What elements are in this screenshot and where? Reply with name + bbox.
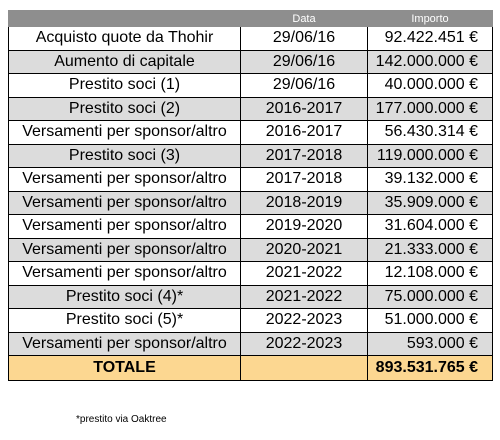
table-row xyxy=(9,27,493,51)
row-date: 29/06/16 xyxy=(241,50,368,74)
row-description: Prestito soci (4)* xyxy=(9,285,241,309)
total-label: TOTALE xyxy=(9,356,241,381)
row-date: 2019-2020 xyxy=(241,215,368,239)
row-amount: 593.000 € xyxy=(368,332,493,356)
row-description: Versamenti per sponsor/altro xyxy=(9,238,241,262)
row-description: Versamenti per sponsor/altro xyxy=(9,215,241,239)
row-amount: 51.000.000 € xyxy=(368,309,493,333)
row-amount: 119.000.000 € xyxy=(368,144,493,168)
row-date: 2017-2018 xyxy=(241,168,368,192)
table-row xyxy=(9,285,493,309)
table-row xyxy=(9,74,493,98)
row-description: Versamenti per sponsor/altro xyxy=(9,332,241,356)
financial-table-container xyxy=(8,10,492,381)
row-date: 2022-2023 xyxy=(241,332,368,356)
row-description: Acquisto quote da Thohir xyxy=(9,27,241,51)
row-amount: 12.108.000 € xyxy=(368,262,493,286)
row-description: Prestito soci (1) xyxy=(9,74,241,98)
row-description: Prestito soci (3) xyxy=(9,144,241,168)
table-row xyxy=(9,191,493,215)
total-date xyxy=(241,356,368,381)
table-row xyxy=(9,50,493,74)
row-description: Versamenti per sponsor/altro xyxy=(9,191,241,215)
row-date: 2020-2021 xyxy=(241,238,368,262)
header-row xyxy=(9,11,493,27)
table-row xyxy=(9,168,493,192)
row-date: 2021-2022 xyxy=(241,285,368,309)
row-amount: 35.909.000 € xyxy=(368,191,493,215)
row-amount: 56.430.314 € xyxy=(368,121,493,145)
investment-table xyxy=(8,10,493,381)
row-date: 2016-2017 xyxy=(241,121,368,145)
row-description: Versamenti per sponsor/altro xyxy=(9,168,241,192)
row-amount: 39.132.000 € xyxy=(368,168,493,192)
table-row xyxy=(9,309,493,333)
table-row xyxy=(9,144,493,168)
row-date: 29/06/16 xyxy=(241,27,368,51)
total-amount: 893.531.765 € xyxy=(368,356,493,381)
row-amount: 177.000.000 € xyxy=(368,97,493,121)
table-row xyxy=(9,215,493,239)
row-description: Versamenti per sponsor/altro xyxy=(9,121,241,145)
table-row xyxy=(9,97,493,121)
row-date: 2018-2019 xyxy=(241,191,368,215)
table-row xyxy=(9,238,493,262)
row-date: 29/06/16 xyxy=(241,74,368,98)
row-date: 2016-2017 xyxy=(241,97,368,121)
row-amount: 31.604.000 € xyxy=(368,215,493,239)
total-row xyxy=(9,356,493,381)
row-amount: 75.000.000 € xyxy=(368,285,493,309)
row-description: Versamenti per sponsor/altro xyxy=(9,262,241,286)
table-row xyxy=(9,262,493,286)
header-date: Data xyxy=(241,11,368,27)
row-amount: 21.333.000 € xyxy=(368,238,493,262)
table-row xyxy=(9,332,493,356)
row-date: 2022-2023 xyxy=(241,309,368,333)
table-row xyxy=(9,121,493,145)
row-description: Aumento di capitale xyxy=(9,50,241,74)
row-description: Prestito soci (5)* xyxy=(9,309,241,333)
row-amount: 142.000.000 € xyxy=(368,50,493,74)
row-description: Prestito soci (2) xyxy=(9,97,241,121)
table-body xyxy=(9,27,493,356)
row-date: 2017-2018 xyxy=(241,144,368,168)
row-amount: 40.000.000 € xyxy=(368,74,493,98)
header-amount: Importo xyxy=(368,11,493,27)
header-description xyxy=(9,11,241,27)
footnote: *prestito via Oaktree xyxy=(76,414,167,425)
row-amount: 92.422.451 € xyxy=(368,27,493,51)
row-date: 2021-2022 xyxy=(241,262,368,286)
